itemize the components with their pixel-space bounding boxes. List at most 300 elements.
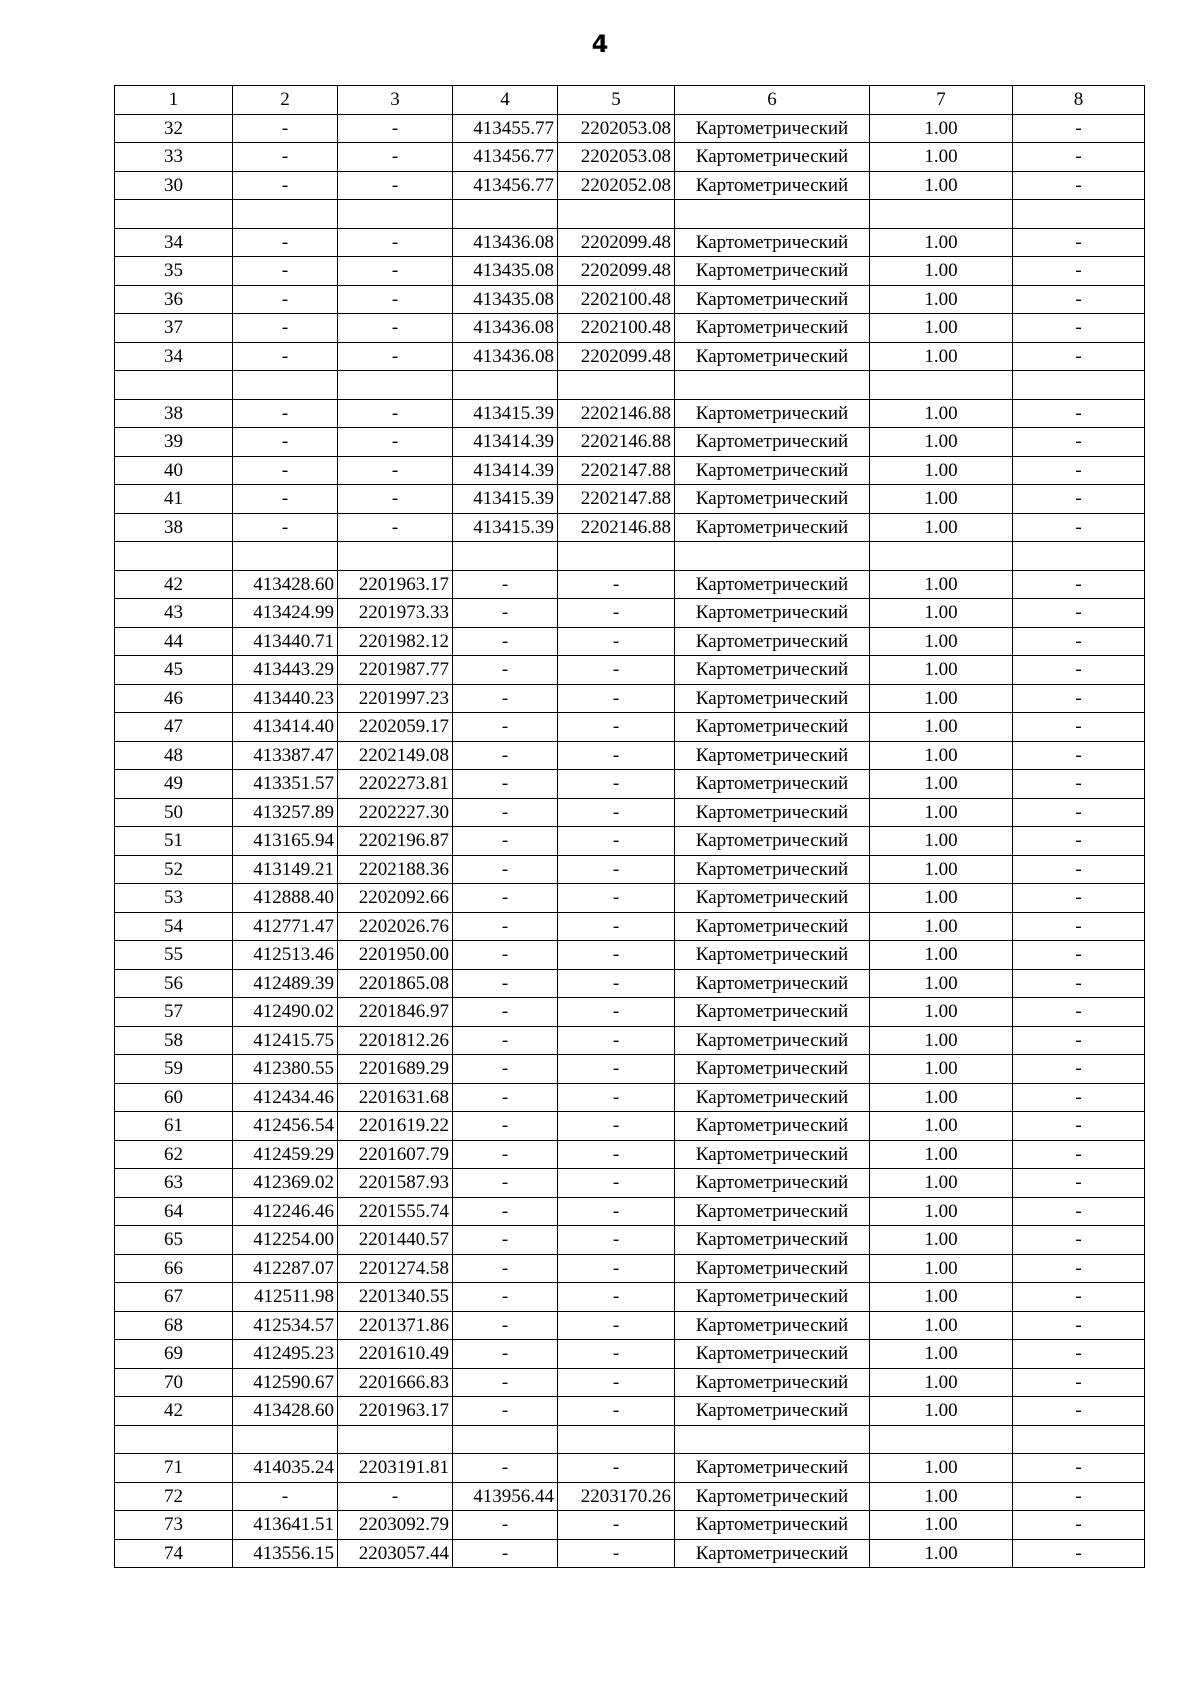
table-cell: - <box>453 1112 558 1141</box>
table-cell <box>558 1425 675 1454</box>
table-cell: - <box>1013 428 1145 457</box>
table-cell: 1.00 <box>870 342 1013 371</box>
table-cell <box>675 371 870 400</box>
table-cell: Картометрический <box>675 1083 870 1112</box>
table-cell: - <box>1013 998 1145 1027</box>
table-cell: - <box>1013 1226 1145 1255</box>
table-cell: - <box>233 513 338 542</box>
table-cell: 36 <box>115 285 233 314</box>
table-cell: - <box>558 1283 675 1312</box>
table-cell: - <box>453 1055 558 1084</box>
table-cell: - <box>453 713 558 742</box>
table-cell: - <box>558 827 675 856</box>
table-cell <box>453 1425 558 1454</box>
table-cell: 1.00 <box>870 1283 1013 1312</box>
table-cell: - <box>453 770 558 799</box>
table-cell: - <box>338 114 453 143</box>
table-cell: - <box>558 855 675 884</box>
table-cell: Картометрический <box>675 485 870 514</box>
table-cell: 1.00 <box>870 627 1013 656</box>
table-cell: - <box>233 257 338 286</box>
table-cell: 1.00 <box>870 1539 1013 1568</box>
table-cell: 413436.08 <box>453 228 558 257</box>
table-row <box>115 1311 1145 1340</box>
table-cell: 54 <box>115 912 233 941</box>
table-row <box>115 855 1145 884</box>
table-cell <box>115 1425 233 1454</box>
table-row <box>115 969 1145 998</box>
table-cell: - <box>558 969 675 998</box>
table-row <box>115 1397 1145 1426</box>
table-cell: Картометрический <box>675 998 870 1027</box>
table-cell <box>870 1425 1013 1454</box>
table-cell: 2201689.29 <box>338 1055 453 1084</box>
table-cell: 42 <box>115 1397 233 1426</box>
table-row <box>115 884 1145 913</box>
table-cell: Картометрический <box>675 1311 870 1340</box>
table-cell: - <box>558 599 675 628</box>
table-cell: - <box>1013 257 1145 286</box>
table-row <box>115 1112 1145 1141</box>
table-cell: - <box>1013 770 1145 799</box>
table-cell: 2202099.48 <box>558 342 675 371</box>
header-cell: 6 <box>675 86 870 115</box>
table-cell: 2202100.48 <box>558 314 675 343</box>
table-row <box>115 912 1145 941</box>
table-cell: 413443.29 <box>233 656 338 685</box>
table-row <box>115 656 1145 685</box>
table-cell: - <box>558 1454 675 1483</box>
table-cell: Картометрический <box>675 1368 870 1397</box>
table-cell: - <box>558 656 675 685</box>
coordinates-table <box>114 85 1145 1568</box>
table-cell: 1.00 <box>870 428 1013 457</box>
table-cell: 413436.08 <box>453 314 558 343</box>
table-cell: Картометрический <box>675 1254 870 1283</box>
table-cell: Картометрический <box>675 969 870 998</box>
table-row <box>115 998 1145 1027</box>
table-cell: 412534.57 <box>233 1311 338 1340</box>
table-cell: - <box>1013 1283 1145 1312</box>
table-cell: 2202100.48 <box>558 285 675 314</box>
table-cell: - <box>558 941 675 970</box>
table-cell: 35 <box>115 257 233 286</box>
table-cell <box>115 371 233 400</box>
table-cell: 412888.40 <box>233 884 338 913</box>
table-cell: - <box>1013 342 1145 371</box>
table-cell: 412513.46 <box>233 941 338 970</box>
table-row <box>115 285 1145 314</box>
table-row <box>115 485 1145 514</box>
table-cell: - <box>1013 1254 1145 1283</box>
table-cell: - <box>558 1026 675 1055</box>
table-cell: - <box>338 285 453 314</box>
table-cell: Картометрический <box>675 314 870 343</box>
table-cell: - <box>453 1511 558 1540</box>
table-cell: 1.00 <box>870 257 1013 286</box>
table-cell: 32 <box>115 114 233 143</box>
table-row <box>115 399 1145 428</box>
table-cell: 1.00 <box>870 485 1013 514</box>
table-cell: 2202147.88 <box>558 456 675 485</box>
table-cell: - <box>558 1368 675 1397</box>
table-cell: 412287.07 <box>233 1254 338 1283</box>
table-cell: - <box>338 1482 453 1511</box>
table-cell: 1.00 <box>870 656 1013 685</box>
table-cell <box>870 200 1013 229</box>
table-cell: - <box>1013 713 1145 742</box>
table-cell <box>233 200 338 229</box>
table-cell: 412490.02 <box>233 998 338 1027</box>
table-cell: - <box>338 171 453 200</box>
table-cell <box>453 371 558 400</box>
table-row <box>115 741 1145 770</box>
table-cell: 61 <box>115 1112 233 1141</box>
table-cell <box>870 371 1013 400</box>
table-cell: - <box>1013 741 1145 770</box>
table-cell <box>115 200 233 229</box>
table-cell: 49 <box>115 770 233 799</box>
table-cell: - <box>1013 399 1145 428</box>
table-cell: - <box>233 228 338 257</box>
table-cell: Картометрический <box>675 1226 870 1255</box>
table-cell: 413415.39 <box>453 513 558 542</box>
table-cell: 413956.44 <box>453 1482 558 1511</box>
table-cell: 1.00 <box>870 741 1013 770</box>
table-cell: 1.00 <box>870 884 1013 913</box>
table-cell: Картометрический <box>675 1112 870 1141</box>
table-cell: 56 <box>115 969 233 998</box>
table-cell: - <box>338 143 453 172</box>
table-cell: Картометрический <box>675 713 870 742</box>
table-cell: 413456.77 <box>453 171 558 200</box>
table-cell: - <box>1013 656 1145 685</box>
table-cell: 44 <box>115 627 233 656</box>
table-cell: Картометрический <box>675 1340 870 1369</box>
table-cell: 2202273.81 <box>338 770 453 799</box>
table-cell: - <box>1013 314 1145 343</box>
table-cell: Картометрический <box>675 1055 870 1084</box>
table-cell: Картометрический <box>675 627 870 656</box>
table-cell: 413414.40 <box>233 713 338 742</box>
table-cell: - <box>453 912 558 941</box>
table-row <box>115 1026 1145 1055</box>
table-cell <box>558 200 675 229</box>
table-row <box>115 314 1145 343</box>
table-cell: 413414.39 <box>453 456 558 485</box>
table-cell <box>338 371 453 400</box>
table-body <box>115 114 1145 1568</box>
table-row <box>115 1283 1145 1312</box>
table-cell: 2201666.83 <box>338 1368 453 1397</box>
table-row <box>115 1197 1145 1226</box>
table-cell: - <box>1013 171 1145 200</box>
table-cell: 412590.67 <box>233 1368 338 1397</box>
page-number: 4 <box>591 30 609 58</box>
table-cell: - <box>453 827 558 856</box>
table-cell: 2201987.77 <box>338 656 453 685</box>
table-cell: 412459.29 <box>233 1140 338 1169</box>
table-cell: 2202196.87 <box>338 827 453 856</box>
table-cell: 51 <box>115 827 233 856</box>
table-cell: - <box>558 627 675 656</box>
table-cell: Картометрический <box>675 1539 870 1568</box>
table-cell: - <box>558 741 675 770</box>
table-cell: 1.00 <box>870 798 1013 827</box>
table-cell: - <box>453 741 558 770</box>
table-cell: 412434.46 <box>233 1083 338 1112</box>
table-cell: 2202147.88 <box>558 485 675 514</box>
table-cell: - <box>233 1482 338 1511</box>
table-cell: - <box>338 428 453 457</box>
table-cell: - <box>338 257 453 286</box>
table-cell: 43 <box>115 599 233 628</box>
table-cell: 1.00 <box>870 998 1013 1027</box>
table-cell: 42 <box>115 570 233 599</box>
table-cell: - <box>1013 827 1145 856</box>
table-cell: 1.00 <box>870 827 1013 856</box>
table-cell: 1.00 <box>870 1340 1013 1369</box>
table-row <box>115 1226 1145 1255</box>
table-cell: 45 <box>115 656 233 685</box>
table-cell: Картометрический <box>675 770 870 799</box>
table-cell: - <box>1013 285 1145 314</box>
table-cell: - <box>558 570 675 599</box>
table-cell: - <box>233 285 338 314</box>
table-cell: 59 <box>115 1055 233 1084</box>
header-cell: 5 <box>558 86 675 115</box>
table-cell: 1.00 <box>870 1026 1013 1055</box>
table-row <box>115 171 1145 200</box>
table-cell: 2202053.08 <box>558 143 675 172</box>
table-row <box>115 114 1145 143</box>
table-cell: 2201963.17 <box>338 1397 453 1426</box>
table-row <box>115 1055 1145 1084</box>
table-row <box>115 1083 1145 1112</box>
table-cell: - <box>1013 513 1145 542</box>
table-cell: Картометрический <box>675 827 870 856</box>
table-cell: - <box>558 1112 675 1141</box>
table-cell: 71 <box>115 1454 233 1483</box>
table-cell: Картометрический <box>675 684 870 713</box>
table-row <box>115 599 1145 628</box>
table-cell: - <box>1013 1026 1145 1055</box>
table-row <box>115 371 1145 400</box>
table-cell: Картометрический <box>675 1283 870 1312</box>
table-cell: Картометрический <box>675 513 870 542</box>
table-cell: - <box>453 798 558 827</box>
table-cell: Картометрический <box>675 798 870 827</box>
table-row <box>115 1340 1145 1369</box>
table-cell: 65 <box>115 1226 233 1255</box>
table-cell: Картометрический <box>675 257 870 286</box>
table-cell: - <box>233 114 338 143</box>
table-cell: - <box>233 428 338 457</box>
table-cell: - <box>453 1539 558 1568</box>
table-cell <box>338 200 453 229</box>
table-cell: - <box>558 1083 675 1112</box>
table-cell: Картометрический <box>675 1397 870 1426</box>
table-cell: 2202059.17 <box>338 713 453 742</box>
table-cell: Картометрический <box>675 656 870 685</box>
table-cell: 52 <box>115 855 233 884</box>
table-cell: - <box>453 1140 558 1169</box>
table-cell: - <box>453 969 558 998</box>
table-cell: - <box>1013 1169 1145 1198</box>
table-cell: 1.00 <box>870 969 1013 998</box>
table-cell <box>675 542 870 571</box>
table-cell: 1.00 <box>870 1397 1013 1426</box>
table-cell: - <box>1013 114 1145 143</box>
table-cell: 1.00 <box>870 570 1013 599</box>
table-cell: 413387.47 <box>233 741 338 770</box>
table-cell: 63 <box>115 1169 233 1198</box>
table-cell: 72 <box>115 1482 233 1511</box>
table-cell: - <box>233 485 338 514</box>
table-cell <box>453 200 558 229</box>
table-cell: Картометрический <box>675 1454 870 1483</box>
table-cell: 412415.75 <box>233 1026 338 1055</box>
table-cell: 2201631.68 <box>338 1083 453 1112</box>
table-cell: 53 <box>115 884 233 913</box>
table-cell: 38 <box>115 513 233 542</box>
table-cell: 1.00 <box>870 1197 1013 1226</box>
table-cell: - <box>453 599 558 628</box>
table-cell: 2201997.23 <box>338 684 453 713</box>
table-cell: 413165.94 <box>233 827 338 856</box>
table-cell: - <box>1013 570 1145 599</box>
table-cell: 414035.24 <box>233 1454 338 1483</box>
table-row <box>115 513 1145 542</box>
table-cell: - <box>558 912 675 941</box>
table-cell: 1.00 <box>870 855 1013 884</box>
table-cell: 1.00 <box>870 1511 1013 1540</box>
header-cell: 2 <box>233 86 338 115</box>
table-row <box>115 542 1145 571</box>
table-cell: 2201982.12 <box>338 627 453 656</box>
table-cell: - <box>453 1169 558 1198</box>
table-cell: 70 <box>115 1368 233 1397</box>
table-cell: - <box>558 1511 675 1540</box>
table-row <box>115 1539 1145 1568</box>
table-cell <box>675 1425 870 1454</box>
table-cell: - <box>338 485 453 514</box>
table-cell: 412511.98 <box>233 1283 338 1312</box>
table-cell: 58 <box>115 1026 233 1055</box>
table-cell: - <box>453 570 558 599</box>
table-cell: 413556.15 <box>233 1539 338 1568</box>
table-cell: - <box>1013 627 1145 656</box>
table-cell: - <box>453 1397 558 1426</box>
table-cell: 413428.60 <box>233 570 338 599</box>
table-cell: 1.00 <box>870 114 1013 143</box>
table-cell: 2203092.79 <box>338 1511 453 1540</box>
table-cell: 2201846.97 <box>338 998 453 1027</box>
table-cell: 2201865.08 <box>338 969 453 998</box>
table-cell: 2201963.17 <box>338 570 453 599</box>
table-cell: 1.00 <box>870 1254 1013 1283</box>
table-row <box>115 798 1145 827</box>
table-cell: 413257.89 <box>233 798 338 827</box>
table-cell: - <box>233 314 338 343</box>
table-cell: 1.00 <box>870 143 1013 172</box>
table-cell: 62 <box>115 1140 233 1169</box>
table-cell: 413415.39 <box>453 485 558 514</box>
table-cell: - <box>1013 599 1145 628</box>
table-cell: 34 <box>115 228 233 257</box>
table-row <box>115 1454 1145 1483</box>
table-cell: 413149.21 <box>233 855 338 884</box>
table-cell <box>1013 542 1145 571</box>
table-cell: 2202099.48 <box>558 257 675 286</box>
table-cell: - <box>558 1140 675 1169</box>
table-cell: - <box>1013 1197 1145 1226</box>
table-row <box>115 342 1145 371</box>
table-cell <box>675 200 870 229</box>
table-cell: - <box>338 456 453 485</box>
table-cell <box>558 542 675 571</box>
table-cell: 2203170.26 <box>558 1482 675 1511</box>
table-row <box>115 228 1145 257</box>
table-cell <box>1013 1425 1145 1454</box>
table-row <box>115 570 1145 599</box>
table-cell: 73 <box>115 1511 233 1540</box>
table-cell: - <box>453 656 558 685</box>
table-cell: 1.00 <box>870 1112 1013 1141</box>
table-cell: - <box>453 1283 558 1312</box>
table-cell: - <box>1013 969 1145 998</box>
table-cell: 2201610.49 <box>338 1340 453 1369</box>
table-row <box>115 1140 1145 1169</box>
table-cell: 413428.60 <box>233 1397 338 1426</box>
table-row <box>115 143 1145 172</box>
table-cell: - <box>338 228 453 257</box>
table-cell: - <box>233 399 338 428</box>
table-cell: 1.00 <box>870 1055 1013 1084</box>
table-cell <box>1013 200 1145 229</box>
table-cell: 2201371.86 <box>338 1311 453 1340</box>
table-cell: - <box>1013 143 1145 172</box>
table-cell: Картометрический <box>675 599 870 628</box>
table-cell: 1.00 <box>870 599 1013 628</box>
table-cell: - <box>558 998 675 1027</box>
table-cell: - <box>338 342 453 371</box>
table-cell: - <box>558 884 675 913</box>
table-cell: 2201950.00 <box>338 941 453 970</box>
table-cell: 68 <box>115 1311 233 1340</box>
table-cell: 1.00 <box>870 770 1013 799</box>
table-row <box>115 941 1145 970</box>
table-cell <box>233 1425 338 1454</box>
table-cell: - <box>1013 456 1145 485</box>
table-cell: 1.00 <box>870 713 1013 742</box>
table-cell: - <box>338 399 453 428</box>
table-cell: - <box>558 1397 675 1426</box>
table-cell: - <box>1013 1112 1145 1141</box>
table-cell: - <box>1013 1140 1145 1169</box>
table-cell: 1.00 <box>870 1482 1013 1511</box>
table-cell: - <box>558 1539 675 1568</box>
table-cell: 1.00 <box>870 1454 1013 1483</box>
table-row <box>115 684 1145 713</box>
table-cell: - <box>1013 1482 1145 1511</box>
table-cell: 1.00 <box>870 456 1013 485</box>
table-cell: 2202052.08 <box>558 171 675 200</box>
table-cell: 39 <box>115 428 233 457</box>
table-cell: 38 <box>115 399 233 428</box>
table-cell: 413440.71 <box>233 627 338 656</box>
table-cell: 74 <box>115 1539 233 1568</box>
